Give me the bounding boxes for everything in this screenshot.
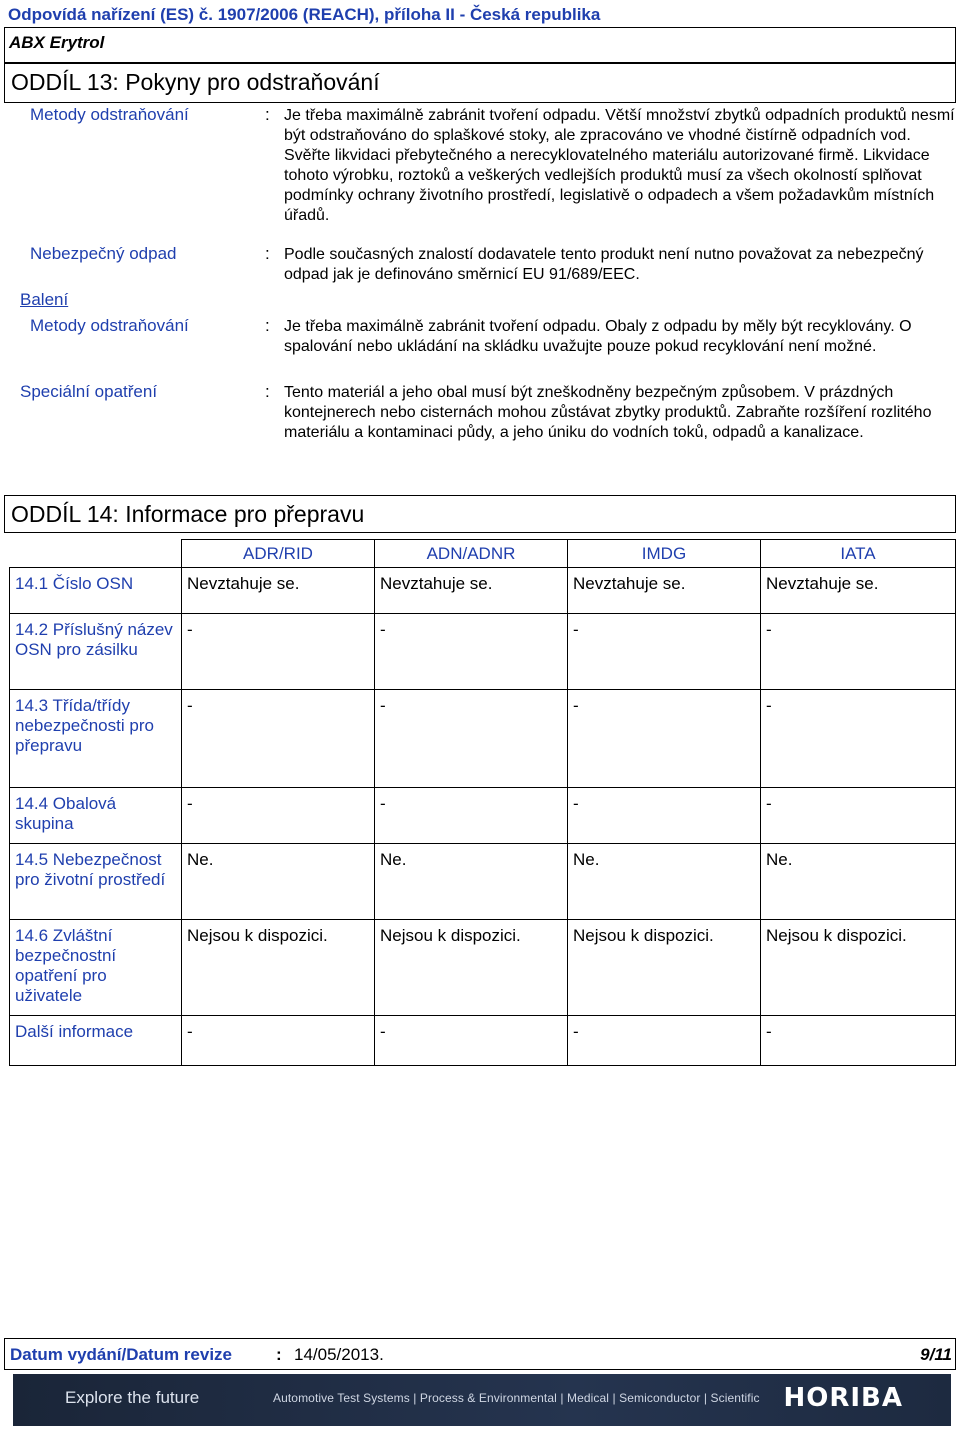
cell: Nevztahuje se. <box>761 568 956 614</box>
hazardous-waste-text: Podle současných znalostí dodavatele tento produkt není nutno považovat za nebezpečný odpad jak je definováno směrnicí EU 91/689/EEC. <box>284 246 924 283</box>
hazardous-waste-label: Nebezpečný odpad <box>30 244 177 263</box>
table-row <box>10 1016 956 1066</box>
row-label: Další informace <box>10 1016 182 1066</box>
cell: - <box>568 614 761 690</box>
table-row <box>10 690 956 788</box>
packaging-methods-text: Je třeba maximálně zabránit tvoření odpadu. Obaly z odpadu by měly být recyklovány. O spalování nebo ukládání na skládku uvažujte pouze pokud recyklování není možné. <box>284 318 912 355</box>
special-measures-text: Tento materiál a jeho obal musí být zneškodněny bezpečným způsobem. V prázdných kontejnerech nebo cisternách mohou zůstávat zbytky produktů. Zabraňte rozšíření rozlitého materiálu a kontaminaci půdy, a jeho úniku do vodních toků, odpadů a kanalizace. <box>284 384 932 441</box>
cell: Nejsou k dispozici. <box>375 920 568 1016</box>
product-name-box <box>4 27 956 63</box>
table-row <box>10 614 956 690</box>
cell: - <box>761 690 956 788</box>
regulation-title: Odpovídá nařízení (ES) č. 1907/2006 (REACH), příloha II - Česká republika <box>8 5 601 24</box>
packaging-label: Balení <box>20 290 69 309</box>
banner-tagline: Explore the future <box>65 1388 200 1407</box>
waste-methods-label: Metody odstraňování <box>30 105 189 124</box>
special-measures-label: Speciální opatření <box>20 382 158 401</box>
column-header: IATA <box>761 540 956 568</box>
waste-methods-text: Je třeba maximálně zabránit tvoření odpadu. Větší množství zbytků odpadních produktů nesmí být odstraňováno do splaškové stoky, ale zpracováno ve vhodné čistírně odpadních vod. Svěřte likvidaci přebytečného a nerecyklovatelného materiálu autorizované firmě. Likvidace tohoto výrobku, roztoků a veškerých vedlejších produktů musí za všech okolností splňovat podmínky ochrany životního prostředí, legislativě o odpadech a všem požadavkům místních úřadů. <box>284 107 955 224</box>
cell: Ne. <box>375 844 568 920</box>
section-13-header <box>4 63 956 103</box>
cell: - <box>761 1016 956 1066</box>
section-13-title: ODDÍL 13: Pokyny pro odstraňování <box>11 69 380 95</box>
horiba-logo: HORIBA <box>783 1383 903 1413</box>
cell: - <box>375 788 568 844</box>
row-label: 14.1 Číslo OSN <box>10 568 182 614</box>
cell: - <box>182 614 375 690</box>
colon: : <box>276 1345 282 1364</box>
transport-table <box>9 539 956 1066</box>
cell: Ne. <box>182 844 375 920</box>
row-label: 14.2 Příslušný název OSN pro zásilku <box>10 614 182 690</box>
row-label: 14.6 Zvláštní bezpečnostní opatření pro uživatele <box>10 920 182 1016</box>
colon: : <box>265 316 270 335</box>
section-14-header <box>4 495 956 533</box>
packaging-methods-label: Metody odstraňování <box>30 316 189 335</box>
table-row <box>10 920 956 1016</box>
cell: - <box>182 788 375 844</box>
table-corner <box>10 540 182 568</box>
cell: Nevztahuje se. <box>375 568 568 614</box>
page-number: 9/11 <box>920 1345 952 1364</box>
cell: - <box>568 690 761 788</box>
colon: : <box>265 382 270 401</box>
cell: - <box>568 1016 761 1066</box>
table-row <box>10 568 956 614</box>
table-row <box>10 788 956 844</box>
column-header: IMDG <box>568 540 761 568</box>
column-header: ADR/RID <box>182 540 375 568</box>
footer-banner <box>13 1374 951 1426</box>
row-label: 14.5 Nebezpečnost pro životní prostředí <box>10 844 182 920</box>
cell: - <box>761 614 956 690</box>
cell: Ne. <box>761 844 956 920</box>
colon: : <box>265 244 270 263</box>
issue-date-label: Datum vydání/Datum revize <box>10 1345 233 1364</box>
cell: Nejsou k dispozici. <box>182 920 375 1016</box>
cell: - <box>375 690 568 788</box>
table-header-row <box>10 540 956 568</box>
section-14-title: ODDÍL 14: Informace pro přepravu <box>11 501 365 527</box>
cell: Nevztahuje se. <box>182 568 375 614</box>
product-name: ABX Erytrol <box>9 33 105 52</box>
cell: - <box>375 1016 568 1066</box>
row-label: 14.4 Obalová skupina <box>10 788 182 844</box>
cell: - <box>182 1016 375 1066</box>
cell: - <box>568 788 761 844</box>
row-label: 14.3 Třída/třídy nebezpečnosti pro přepravu <box>10 690 182 788</box>
cell: - <box>182 690 375 788</box>
issue-date-value: 14/05/2013. <box>294 1345 384 1364</box>
cell: Nejsou k dispozici. <box>568 920 761 1016</box>
column-header: ADN/ADNR <box>375 540 568 568</box>
cell: Ne. <box>568 844 761 920</box>
table-row <box>10 844 956 920</box>
cell: - <box>375 614 568 690</box>
banner-links: Automotive Test Systems | Process & Environmental | Medical | Semiconductor | Scientific <box>273 1391 760 1405</box>
cell: Nevztahuje se. <box>568 568 761 614</box>
colon: : <box>265 105 270 124</box>
cell: Nejsou k dispozici. <box>761 920 956 1016</box>
cell: - <box>761 788 956 844</box>
